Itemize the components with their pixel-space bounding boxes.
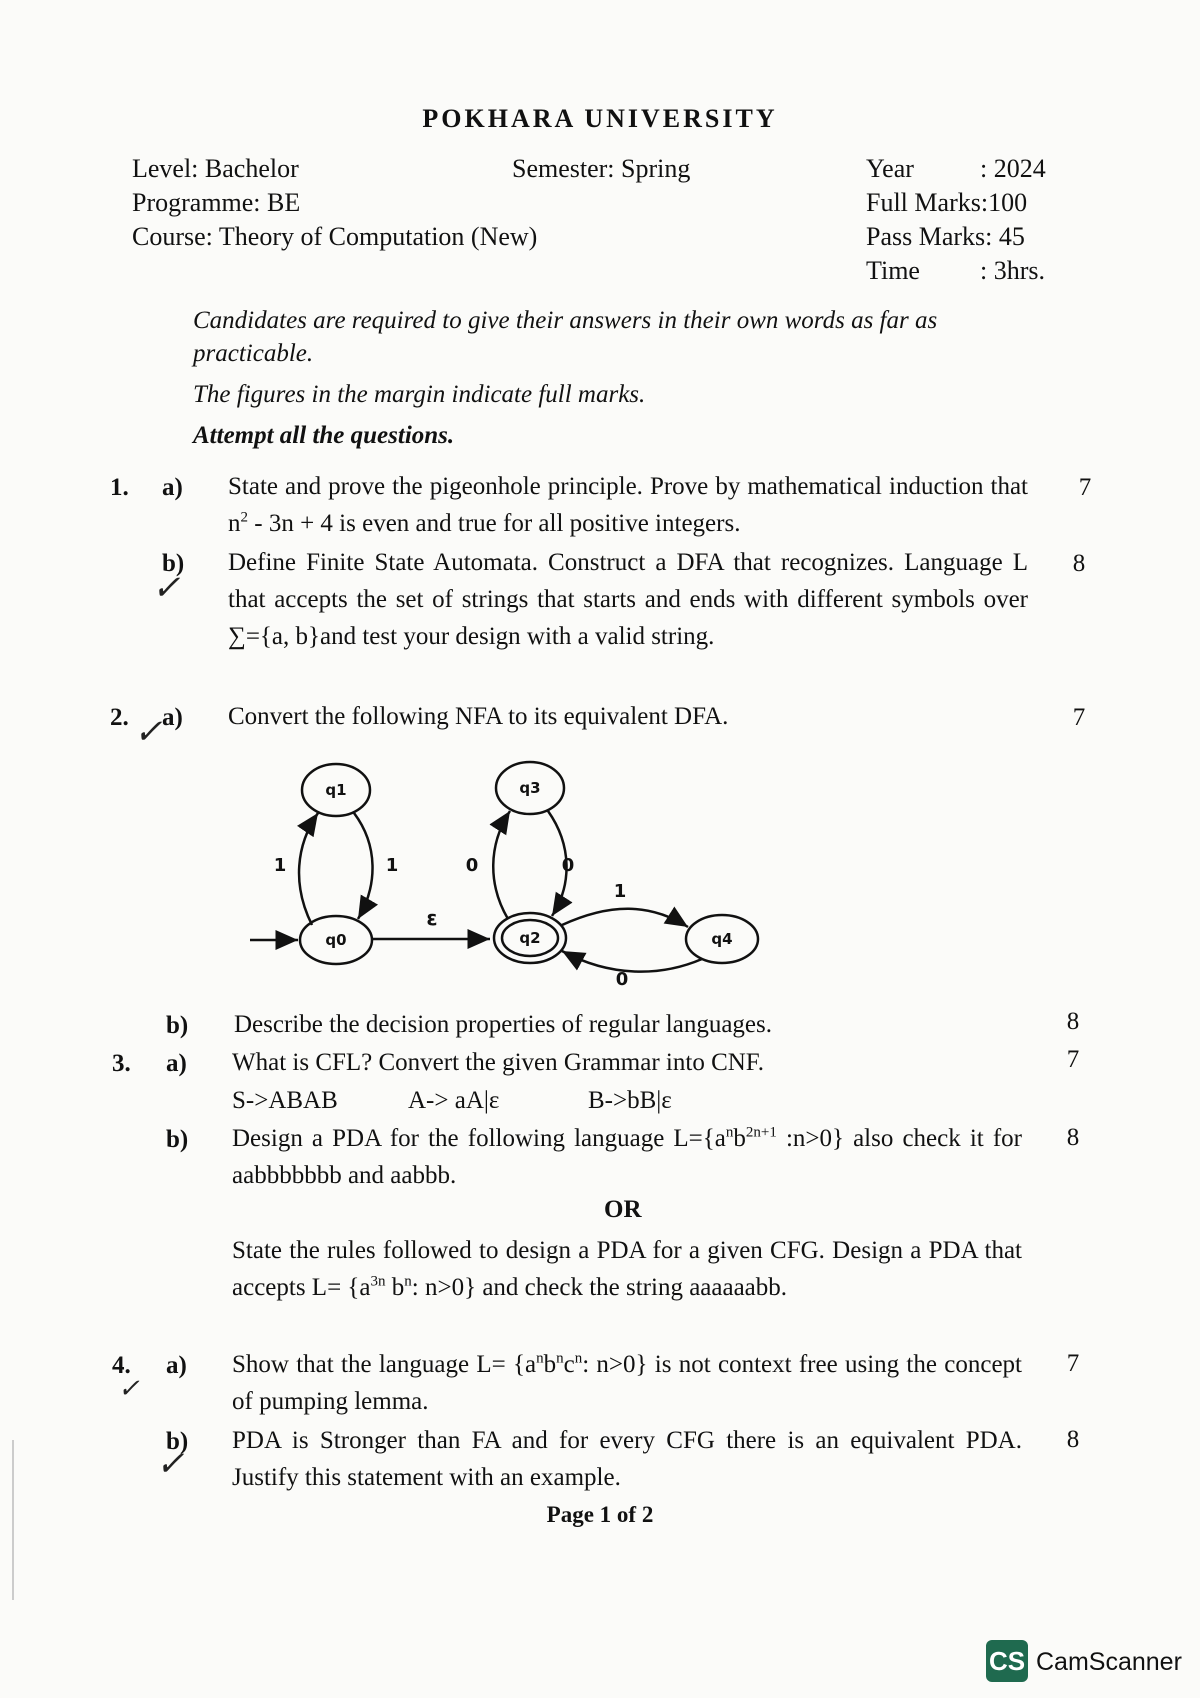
edge-q0-q1 [299,813,318,925]
q3b-marks: 8 [1066,1124,1080,1151]
q2a-marks: 7 [1072,704,1086,731]
edge-q1-q0 [354,813,373,919]
q4a-text: Show that the language $L= \{a^nb^nc^n$: n>0} is not context free using the concept of pumping lemma. [232,1350,1022,1415]
course: Course: Theory of Computation (New) [132,222,538,251]
label-q1: q1 [325,781,347,799]
q2b-marks: 8 [1066,1008,1080,1035]
instruction-3: Attempt all the questions. [193,422,455,449]
pass-marks: Pass Marks: 45 [866,222,1025,251]
label-q3: q3 [519,779,541,797]
check-mark-icon: ✓ [152,570,181,607]
edge-q2-q4 [562,909,688,927]
q2b-label: b) [166,1012,189,1039]
level: Level: Bachelor [132,154,299,183]
q1b-marks: 8 [1072,550,1086,577]
edge-label-q3-q2: 0 [561,855,575,876]
grammar-rule-s: S->ABAB [232,1087,338,1114]
edge-label-q4-q2: 0 [615,969,629,990]
time-label: Time [866,256,920,285]
label-q2: q2 [519,929,541,947]
label-q0: q0 [325,931,347,949]
university-title: POKHARA UNIVERSITY [422,104,778,133]
check-mark-icon: ✓ [118,1374,140,1403]
q3a-marks: 7 [1066,1046,1080,1073]
semester: Semester: Spring [512,154,691,183]
edge-label-q2-q3: 0 [465,855,479,876]
camscanner-brand: CamScanner [1036,1648,1182,1676]
nfa-diagram [240,745,780,1005]
q4a-marks: 7 [1066,1350,1080,1377]
grammar-rule-a: A-> aA|ε [408,1087,500,1114]
q3b-or-text: State the rules followed to design a PDA for a given CFG. Design a PDA that accepts $L= \{a^{3n}$ $b^n$: n>0} and check the string aaaaaabb. [232,1237,1022,1301]
q4a-label: a) [166,1352,187,1379]
q2a-label: a) [162,704,183,731]
check-mark-icon: ✓ [156,1446,185,1483]
q1-number: 1. [110,474,129,501]
q1a-text: State and prove the pigeonhole principle. Prove by mathematical induction that $n^2 - 3n + 4$ is even and true for all positive integers. [228,473,1028,537]
check-mark-icon: ✓ [134,714,163,751]
q1b-label: b) [162,550,185,577]
q1b-text: Define Finite State Automata. Construct a DFA that recognizes. Language L that accepts the set of strings that starts and ends with different symbols over ∑={a, b}and test your design with a valid string. [228,549,1028,650]
edge-label-q0-q2: ε [426,906,438,930]
scan-edge [12,1440,14,1600]
q1a-marks: 7 [1078,474,1092,501]
q2b-text: Describe the decision properties of regular languages. [234,1011,772,1038]
year-label: Year [866,154,914,183]
page-number: Page 1 of 2 [546,1502,654,1527]
label-q4: q4 [711,930,733,948]
q4-number: 4. [112,1352,131,1379]
or-separator: OR [604,1196,642,1223]
edge-q4-q2 [562,951,702,972]
edge-label-q0-q1: 1 [273,855,287,876]
q4b-text: PDA is Stronger than FA and for every CFG there is an equivalent PDA. Justify this statement with an example. [232,1427,1022,1491]
year-value: : 2024 [980,154,1046,183]
grammar-rule-b: B->bB|ε [588,1087,672,1114]
instruction-2: The figures in the margin indicate full marks. [193,381,646,408]
programme: Programme: BE [132,188,301,217]
edge-label-q2-q4: 1 [613,881,627,902]
q3a-text: What is CFL? Convert the given Grammar into CNF. [232,1049,764,1076]
q2-number: 2. [110,704,129,731]
q3b-text: Design a PDA for the following language $L=\{a^nb^{2n+1}$ :n>0} also check it for aabbbbbbb and aabbb. [232,1124,1022,1189]
camscanner-logo-icon: CS [986,1640,1028,1682]
edge-label-q1-q0: 1 [385,855,399,876]
time-value: : 3hrs. [980,256,1045,285]
q3-number: 3. [112,1050,131,1077]
q3b-label: b) [166,1126,189,1153]
q4b-marks: 8 [1066,1426,1080,1453]
instruction-1: Candidates are required to give their answers in their own words as far as practicable. [193,307,938,367]
edge-q2-q3 [493,811,510,919]
q2a-text: Convert the following NFA to its equivalent DFA. [228,703,729,730]
full-marks: Full Marks:100 [866,188,1028,217]
q1a-label: a) [162,474,183,501]
q4b-label: b) [166,1428,189,1455]
q3a-label: a) [166,1050,187,1077]
